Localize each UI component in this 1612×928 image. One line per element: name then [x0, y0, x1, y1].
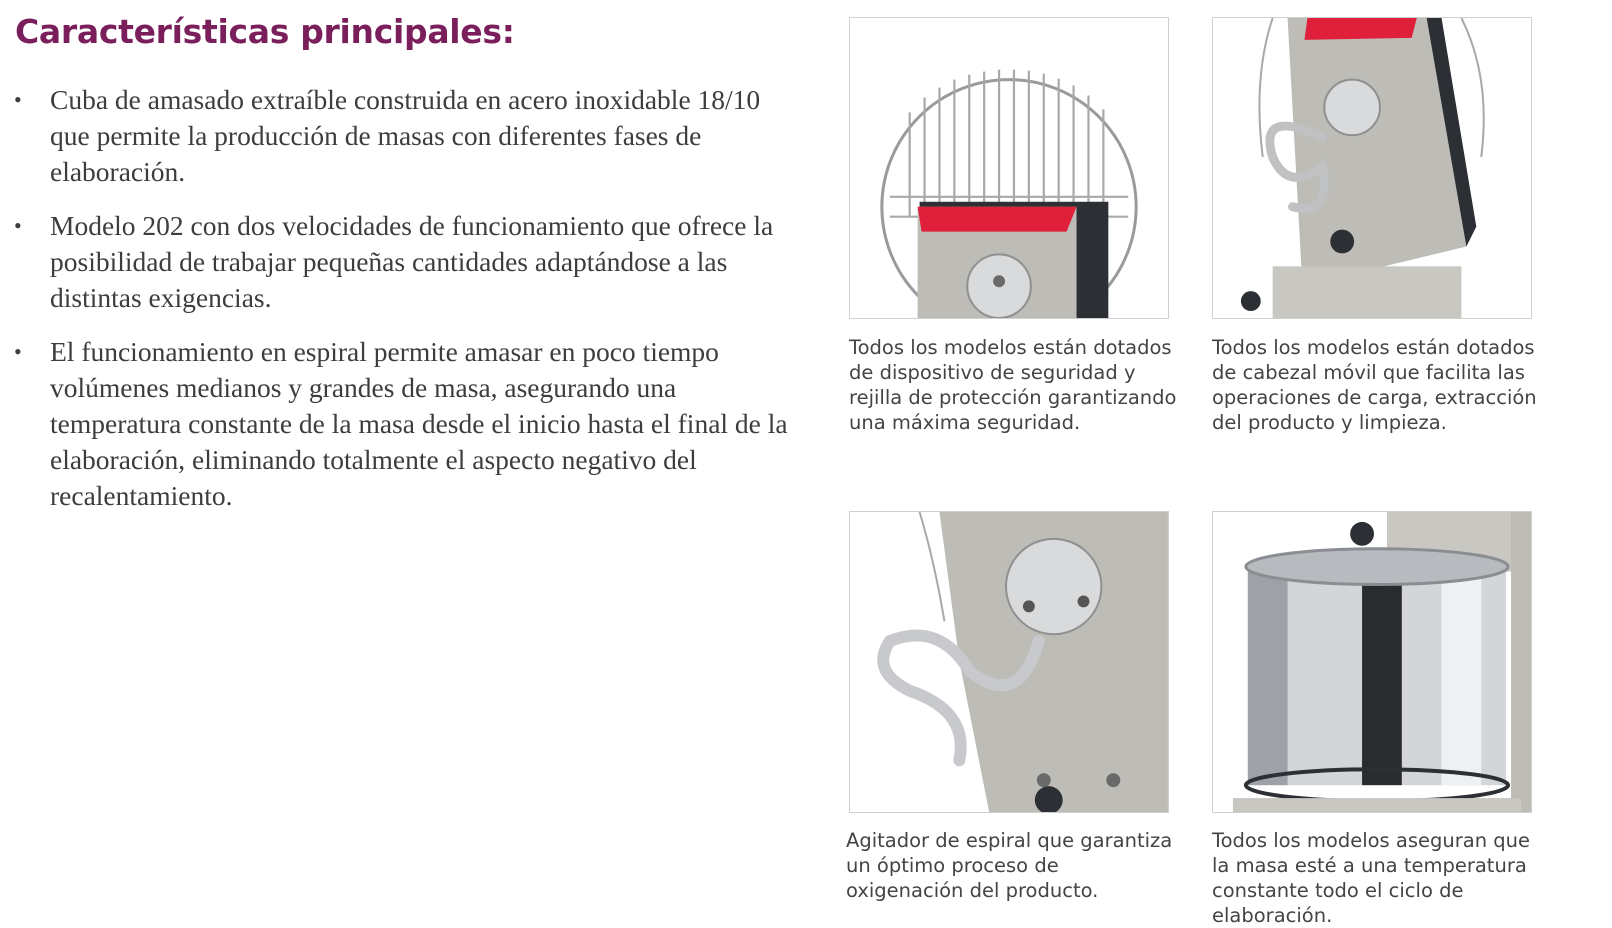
feature-text: Modelo 202 con dos velocidades de funcionamiento que ofrece la posibilidad de trabajar pequeñas cantidades adaptándose a las distintas exigencias. [50, 210, 774, 313]
bullet: • [14, 339, 22, 364]
feature-item [14, 208, 794, 316]
safety-grille-image [850, 18, 1168, 318]
photo-stainless-bowl [1212, 511, 1532, 813]
feature-list [14, 82, 794, 532]
photo-spiral-agitator [849, 511, 1169, 813]
photo-safety-grille [849, 17, 1169, 319]
photo-caption: Agitador de espiral que garantiza un óptimo proceso de oxigenación del producto. [846, 829, 1173, 902]
photo-caption: Todos los modelos están dotados de dispositivo de seguridad y rejilla de protección garantizando una máxima seguridad. [849, 336, 1177, 434]
feature-item [14, 334, 794, 514]
photo-caption: Todos los modelos están dotados de cabezal móvil que facilita las operaciones de carga, extracción del producto y limpieza. [1212, 336, 1537, 434]
feature-item [14, 82, 794, 190]
feature-text: El funcionamiento en espiral permite amasar en poco tiempo volúmenes medianos y grandes de masa, asegurando una temperatura constante de la masa desde el inicio hasta el final de la elaboración, eliminando totalmente el aspecto negativo del recalentamiento. [50, 336, 788, 511]
photo-caption: Todos los modelos aseguran que la masa esté a una temperatura constante todo el ciclo de elaboración. [1212, 829, 1531, 927]
photo-movable-head [1212, 17, 1532, 319]
spiral-agitator-image [850, 512, 1168, 812]
stainless-bowl-image [1213, 512, 1531, 812]
page-title: Características principales: [15, 12, 515, 51]
bullet: • [14, 87, 22, 112]
feature-text: Cuba de amasado extraíble construida en acero inoxidable 18/10 que permite la producción de masas con diferentes fases de elaboración. [50, 84, 761, 187]
bullet: • [14, 213, 22, 238]
movable-head-image [1213, 18, 1531, 318]
